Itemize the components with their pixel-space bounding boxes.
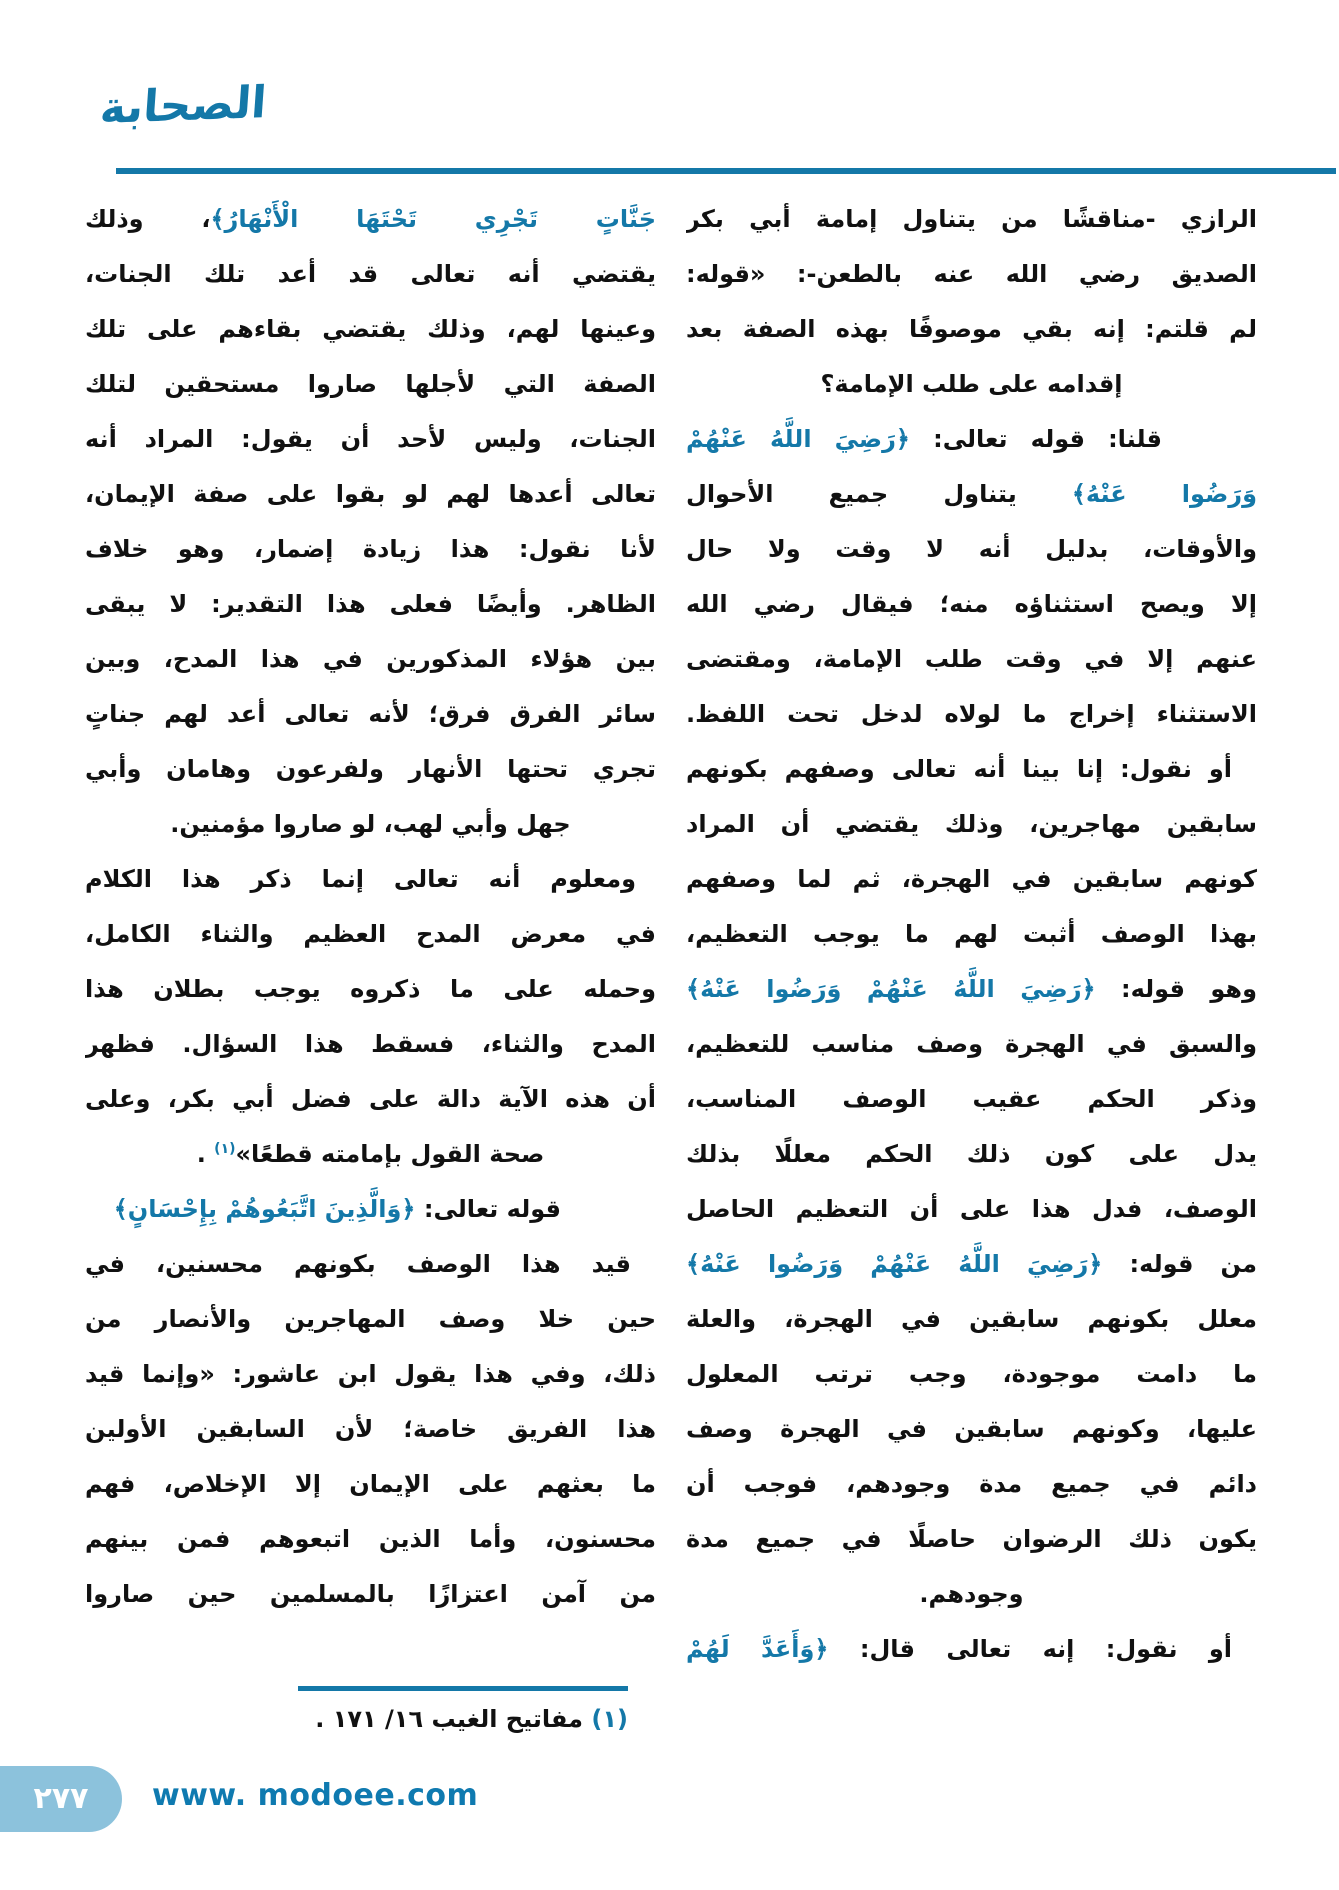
text-line xyxy=(686,1347,1257,1402)
body-text: صحة القول بإمامته قطعًا» xyxy=(235,1140,545,1168)
page-number-badge xyxy=(0,1766,122,1832)
body-text: يدل على كون ذلك الحكم معللًا بذلك xyxy=(686,1140,1257,1168)
body-text: سابقين مهاجرين، وذلك يقتضي أن المراد xyxy=(686,810,1257,838)
text-columns xyxy=(85,192,1257,1677)
text-line xyxy=(686,247,1257,302)
text-line xyxy=(686,1402,1257,1457)
body-text: الاستثناء إخراج ما لولاه لدخل تحت اللفظ. xyxy=(686,700,1257,728)
book-title-logo: الصحابة xyxy=(98,77,269,134)
text-line xyxy=(85,632,656,687)
text-line xyxy=(85,1402,656,1457)
body-text: وحمله على ما ذكروه يوجب بطلان هذا xyxy=(85,975,656,1003)
text-line xyxy=(686,962,1257,1017)
body-text: يتناول جميع الأحوال xyxy=(686,480,1072,508)
text-line xyxy=(85,412,656,467)
text-line xyxy=(85,1127,656,1182)
body-text: المدح والثناء، فسقط هذا السؤال. فظهر xyxy=(85,1030,656,1058)
body-text: وذكر الحكم عقيب الوصف المناسب، xyxy=(686,1085,1257,1113)
body-text: إقدامه على طلب الإمامة؟ xyxy=(820,370,1123,398)
text-line xyxy=(85,1182,656,1237)
body-text: الظاهر. وأيضًا فعلى هذا التقدير: لا يبقى xyxy=(85,590,656,618)
footnote-separator-line xyxy=(298,1686,628,1691)
text-line xyxy=(686,1017,1257,1072)
footnote-line xyxy=(85,1705,656,1733)
body-text: الجنات، وليس لأحد أن يقول: المراد أنه xyxy=(85,425,656,453)
body-text: الوصف، فدل هذا على أن التعظيم الحاصل xyxy=(686,1195,1257,1223)
body-text: من قوله: xyxy=(1102,1250,1257,1278)
text-line xyxy=(686,1512,1257,1567)
body-text: جهل وأبي لهب، لو صاروا مؤمنين. xyxy=(170,810,571,838)
quran-verse: جَنَّاتٍ تَجْرِي تَحْتَهَا الْأَنْهَارُ﴾ xyxy=(210,205,656,233)
text-line xyxy=(85,962,656,1017)
text-line xyxy=(686,1622,1257,1677)
body-text: محسنون، وأما الذين اتبعوهم فمن بينهم xyxy=(85,1525,656,1553)
header-divider-line xyxy=(116,168,1336,174)
body-text: ذلك، وفي هذا يقول ابن عاشور: «وإنما قيد xyxy=(85,1360,656,1388)
text-line xyxy=(85,1072,656,1127)
text-line xyxy=(686,1567,1257,1622)
text-line xyxy=(686,1182,1257,1237)
text-line xyxy=(85,467,656,522)
text-line xyxy=(686,577,1257,632)
quran-verse: وَرَضُوا عَنْهُ﴾ xyxy=(1071,480,1257,508)
text-line xyxy=(85,1512,656,1567)
body-text: تعالى أعدها لهم لو بقوا على صفة الإيمان، xyxy=(85,480,656,508)
text-line xyxy=(85,1567,656,1622)
text-line xyxy=(85,687,656,742)
text-line xyxy=(85,742,656,797)
quran-verse: ﴿رَضِيَ اللَّهُ عَنْهُمْ وَرَضُوا عَنْهُ﴾ xyxy=(686,975,1096,1003)
text-line xyxy=(85,852,656,907)
text-line xyxy=(85,1347,656,1402)
text-line xyxy=(686,357,1257,412)
body-text: الرازي -مناقشًا من يتناول إمامة أبي بكر xyxy=(686,205,1257,233)
text-line xyxy=(686,632,1257,687)
body-text: وجودهم. xyxy=(919,1580,1024,1608)
text-line xyxy=(686,467,1257,522)
text-line xyxy=(686,192,1257,247)
text-line xyxy=(686,1237,1257,1292)
body-text: هذا الفريق خاصة؛ لأن السابقين الأولين xyxy=(85,1415,656,1443)
body-text: معلل بكونهم سابقين في الهجرة، والعلة xyxy=(686,1305,1257,1333)
body-text: تجري تحتها الأنهار ولفرعون وهامان وأبي xyxy=(85,755,656,783)
text-line xyxy=(85,302,656,357)
body-text: بهذا الوصف أثبت لهم ما يوجب التعظيم، xyxy=(686,920,1257,948)
body-text: الصفة التي لأجلها صاروا مستحقين لتلك xyxy=(85,370,656,398)
text-line xyxy=(686,522,1257,577)
text-line xyxy=(686,797,1257,852)
body-text: كونهم سابقين في الهجرة، ثم لما وصفهم xyxy=(686,865,1257,893)
body-text: يقتضي أنه تعالى قد أعد تلك الجنات، xyxy=(85,260,656,288)
body-text: لم قلتم: إنه بقي موصوفًا بهذه الصفة بعد xyxy=(686,315,1257,343)
footnote-marker: (١) xyxy=(591,1705,628,1733)
body-text: عليها، وكونهم سابقين في الهجرة وصف xyxy=(686,1415,1257,1443)
body-text: أن هذه الآية دالة على فضل أبي بكر، وعلى xyxy=(85,1085,656,1113)
body-text: إلا ويصح استثناؤه منه؛ فيقال رضي الله xyxy=(686,590,1257,618)
page-number: ٢٧٧ xyxy=(33,1781,89,1816)
body-text: بين هؤلاء المذكورين في هذا المدح، وبين xyxy=(85,645,656,673)
body-text: في معرض المدح العظيم والثناء الكامل، xyxy=(85,920,656,948)
body-text: قيد هذا الوصف بكونهم محسنين، في xyxy=(85,1250,631,1278)
body-text: وهو قوله: xyxy=(1095,975,1257,1003)
body-text: حين خلا وصف المهاجرين والأنصار من xyxy=(85,1305,656,1333)
footnote-ref: (١) xyxy=(214,1141,236,1157)
text-line xyxy=(686,742,1257,797)
text-line xyxy=(686,1072,1257,1127)
text-line xyxy=(686,302,1257,357)
text-line xyxy=(686,907,1257,962)
text-line xyxy=(85,907,656,962)
text-line xyxy=(85,522,656,577)
text-line xyxy=(85,247,656,302)
footnote-area xyxy=(85,1686,656,1733)
text-line xyxy=(85,1292,656,1347)
text-line xyxy=(85,357,656,412)
column-right xyxy=(686,192,1257,1677)
text-line xyxy=(686,412,1257,467)
body-text: والأوقات، بدليل أنه لا وقت ولا حال xyxy=(686,535,1257,563)
body-text: قوله تعالى: xyxy=(415,1195,561,1223)
quran-verse: ﴿رَضِيَ اللَّهُ عَنْهُمْ xyxy=(686,425,910,453)
quran-verse: ﴿رَضِيَ اللَّهُ عَنْهُمْ وَرَضُوا عَنْهُ﴾ xyxy=(686,1250,1103,1278)
text-line xyxy=(686,687,1257,742)
body-text: وعينها لهم، وذلك يقتضي بقاءهم على تلك xyxy=(85,315,656,343)
body-text: أو نقول: إنا بينا أنه تعالى وصفهم بكونهم xyxy=(686,755,1232,783)
text-line xyxy=(85,1017,656,1072)
body-text: والسبق في الهجرة وصف مناسب للتعظيم، xyxy=(686,1030,1257,1058)
body-text: ، وذلك xyxy=(85,205,211,233)
body-text: أو نقول: إنه تعالى قال: xyxy=(828,1635,1232,1663)
body-text: من آمن اعتزازًا بالمسلمين حين صاروا xyxy=(85,1580,656,1608)
body-text: لأنا نقول: هذا زيادة إضمار، وهو خلاف xyxy=(85,535,656,563)
quran-verse: ﴿وَأَعَدَّ لَهُمْ xyxy=(686,1635,829,1663)
body-text: عنهم إلا في وقت طلب الإمامة، ومقتضى xyxy=(686,645,1257,673)
footnote-text: مفاتيح الغيب ١٦/ ١٧١ . xyxy=(315,1705,592,1733)
body-text: دائم في جميع مدة وجودهم، فوجب أن xyxy=(686,1470,1257,1498)
text-line xyxy=(686,1457,1257,1512)
body-text: ما بعثهم على الإيمان إلا الإخلاص، فهم xyxy=(85,1470,656,1498)
text-line xyxy=(686,852,1257,907)
text-line xyxy=(686,1292,1257,1347)
text-line xyxy=(686,1127,1257,1182)
quran-verse: ﴿وَالَّذِينَ اتَّبَعُوهُمْ بِإِحْسَانٍ﴾ xyxy=(113,1195,416,1223)
body-text: يكون ذلك الرضوان حاصلًا في جميع مدة xyxy=(686,1525,1257,1553)
body-text: . xyxy=(196,1140,215,1168)
text-line xyxy=(85,577,656,632)
text-line xyxy=(85,1457,656,1512)
text-line xyxy=(85,797,656,852)
text-line xyxy=(85,1237,656,1292)
body-text: سائر الفرق فرق؛ لأنه تعالى أعد لهم جناتٍ xyxy=(85,700,656,728)
column-left xyxy=(85,192,656,1677)
body-text: ما دامت موجودة، وجب ترتب المعلول xyxy=(686,1360,1257,1388)
text-line xyxy=(85,192,656,247)
body-text: ومعلوم أنه تعالى إنما ذكر هذا الكلام xyxy=(85,865,636,893)
body-text: الصديق رضي الله عنه بالطعن-: «قوله: xyxy=(686,260,1257,288)
body-text: قلنا: قوله تعالى: xyxy=(910,425,1162,453)
website-link[interactable]: www. modoee.com xyxy=(152,1778,479,1813)
